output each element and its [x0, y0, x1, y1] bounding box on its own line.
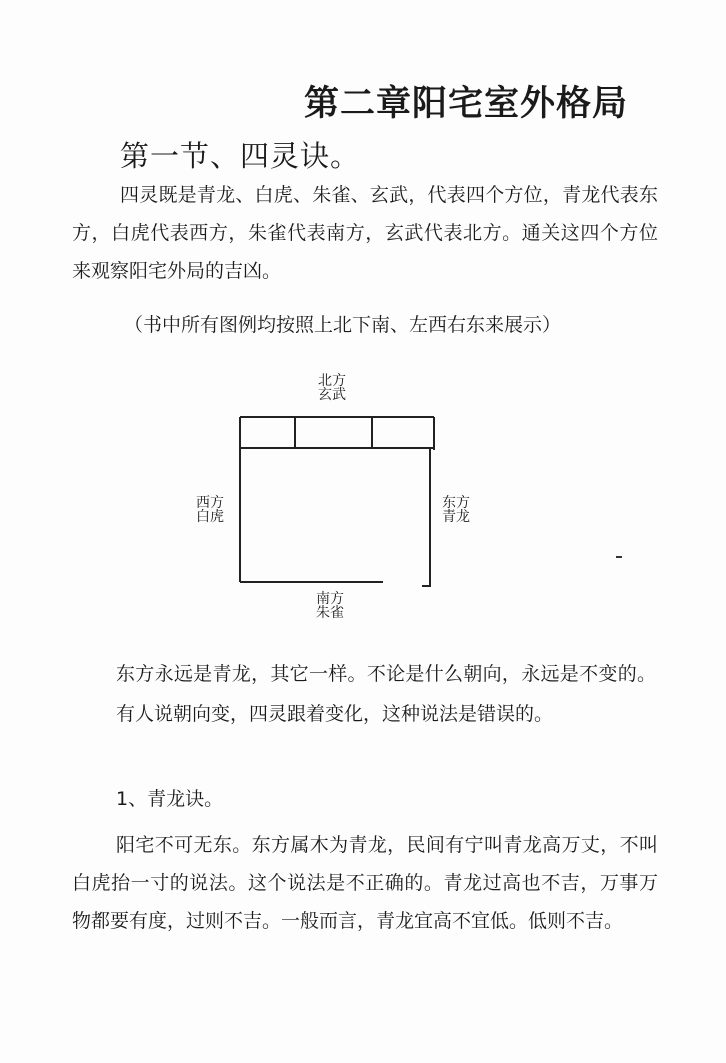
- south-direction: 南方: [316, 591, 344, 607]
- east-spirit: 青龙: [442, 509, 470, 525]
- four-spirits-diagram: [170, 360, 490, 630]
- stray-mark: [616, 556, 622, 558]
- north-spirit: 玄武: [318, 387, 346, 403]
- north-label: [308, 374, 356, 402]
- section-title: 第一节、四灵诀。: [120, 139, 361, 173]
- intro-paragraph: 四灵既是青龙、白虎、朱雀、玄武，代表四个方位，青龙代表东方，白虎代表西方，朱雀代表南方，玄武代表北方。通关这四个方位来观察阳宅外局的吉凶。: [72, 184, 658, 282]
- south-spirit: 朱雀: [316, 605, 344, 621]
- west-label: [186, 496, 234, 524]
- north-direction: 北方: [318, 373, 346, 389]
- body-paragraph-2: 东方永远是青龙，其它一样。不论是什么朝向，永远是不变的。有人说朝向变，四灵跟着变化，这种说法是错误的。: [116, 663, 656, 725]
- west-direction: 西方: [196, 495, 224, 511]
- legend-note: （书中所有图例均按照上北下南、左西右东来展示）: [124, 314, 562, 336]
- body-paragraph-3: 阳宅不可无东。东方属木为青龙，民间有宁叫青龙高万丈，不叫白虎抬一寸的说法。这个说法是不正确的。青龙过高也不吉，万事万物都要有度，过则不吉。一般而言，青龙宜高不宜低。低则不吉。: [72, 834, 658, 932]
- subsection-heading: 1、青龙诀。: [116, 788, 224, 810]
- east-direction: 东方: [442, 495, 470, 511]
- chapter-title: 第二章阳宅室外格局: [304, 84, 629, 124]
- west-spirit: 白虎: [196, 509, 224, 525]
- south-label: [306, 592, 354, 620]
- east-label: [432, 496, 480, 524]
